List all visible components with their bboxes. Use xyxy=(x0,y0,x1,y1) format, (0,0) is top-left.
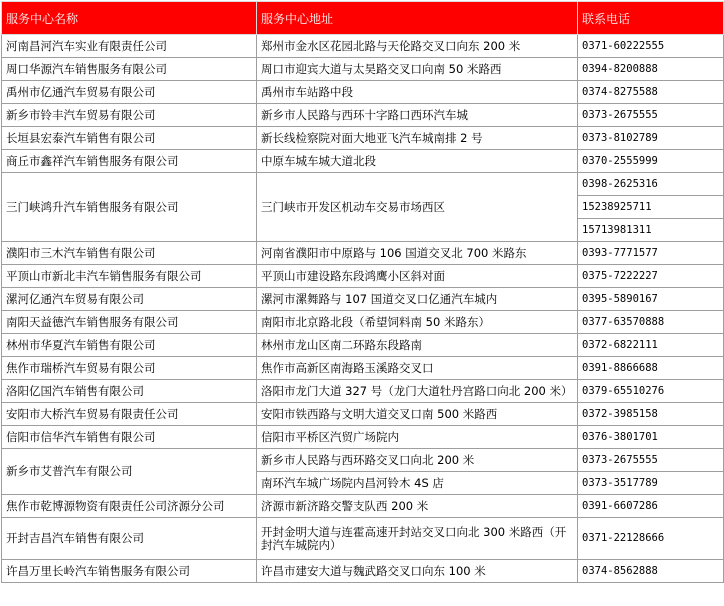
table-row xyxy=(2,495,724,518)
header-phone: 联系电话 xyxy=(578,2,724,35)
table-row xyxy=(2,150,724,173)
table-row xyxy=(2,518,724,560)
center-phone: 0393-7771577 xyxy=(578,242,724,265)
center-address: 焦作市高新区南海路玉溪路交叉口 xyxy=(257,357,578,380)
center-address: 新乡市人民路与西环十字路口西环汽车城 xyxy=(257,104,578,127)
center-address: 洛阳市龙门大道 327 号（龙门大道牡丹宫路口向北 200 米） xyxy=(257,380,578,403)
center-name: 濮阳市三木汽车销售有限公司 xyxy=(2,242,257,265)
table-row xyxy=(2,242,724,265)
table-row xyxy=(2,104,724,127)
center-phone: 15713981311 xyxy=(578,219,724,242)
center-address: 新乡市人民路与西环路交叉口向北 200 米 xyxy=(257,449,578,472)
table-row xyxy=(2,357,724,380)
center-name: 商丘市鑫祥汽车销售服务有限公司 xyxy=(2,150,257,173)
center-phone: 0394-8200888 xyxy=(578,58,724,81)
center-name: 许昌万里长岭汽车销售服务有限公司 xyxy=(2,560,257,583)
center-address: 禹州市车站路中段 xyxy=(257,81,578,104)
center-phone: 0376-3801701 xyxy=(578,426,724,449)
center-name: 焦作市瑞桥汽车贸易有限公司 xyxy=(2,357,257,380)
center-phone: 0375-7222227 xyxy=(578,265,724,288)
center-name: 焦作市乾博源物资有限责任公司济源分公司 xyxy=(2,495,257,518)
header-address: 服务中心地址 xyxy=(257,2,578,35)
center-phone: 0373-8102789 xyxy=(578,127,724,150)
center-name: 漯河亿通汽车贸易有限公司 xyxy=(2,288,257,311)
center-phone: 0398-2625316 xyxy=(578,173,724,196)
center-name: 安阳市大桥汽车贸易有限责任公司 xyxy=(2,403,257,426)
center-phone: 0371-22128666 xyxy=(578,518,724,560)
center-address: 林州市龙山区南二环路东段路南 xyxy=(257,334,578,357)
center-phone: 0372-3985158 xyxy=(578,403,724,426)
center-phone: 0370-2555999 xyxy=(578,150,724,173)
center-phone: 15238925711 xyxy=(578,196,724,219)
center-name: 开封吉昌汽车销售有限公司 xyxy=(2,518,257,560)
center-phone: 0374-8275588 xyxy=(578,81,724,104)
table-row xyxy=(2,288,724,311)
table-row xyxy=(2,380,724,403)
center-phone: 0374-8562888 xyxy=(578,560,724,583)
center-address: 河南省濮阳市中原路与 106 国道交叉北 700 米路东 xyxy=(257,242,578,265)
center-name: 信阳市信华汽车销售有限公司 xyxy=(2,426,257,449)
table-row xyxy=(2,127,724,150)
table-row xyxy=(2,403,724,426)
center-address: 中原车城车城大道北段 xyxy=(257,150,578,173)
table-row xyxy=(2,426,724,449)
center-address: 南环汽车城广场院内昌河铃木 4S 店 xyxy=(257,472,578,495)
center-address: 周口市迎宾大道与太昊路交叉口向南 50 米路西 xyxy=(257,58,578,81)
table-row xyxy=(2,560,724,583)
center-name: 禹州市亿通汽车贸易有限公司 xyxy=(2,81,257,104)
header-row xyxy=(2,2,724,35)
center-address: 许昌市建安大道与魏武路交叉口向东 100 米 xyxy=(257,560,578,583)
center-name: 洛阳亿国汽车销售有限公司 xyxy=(2,380,257,403)
center-name: 平顶山市新北丰汽车销售服务有限公司 xyxy=(2,265,257,288)
center-phone: 0372-6822111 xyxy=(578,334,724,357)
center-name: 新乡市铃丰汽车贸易有限公司 xyxy=(2,104,257,127)
center-phone: 0373-2675555 xyxy=(578,449,724,472)
center-name: 周口华源汽车销售服务有限公司 xyxy=(2,58,257,81)
service-center-table xyxy=(1,1,724,583)
center-phone: 0373-3517789 xyxy=(578,472,724,495)
table-row xyxy=(2,81,724,104)
center-phone: 0377-63570888 xyxy=(578,311,724,334)
center-name: 河南昌河汽车实业有限责任公司 xyxy=(2,35,257,58)
center-phone: 0373-2675555 xyxy=(578,104,724,127)
center-phone: 0379-65510276 xyxy=(578,380,724,403)
center-name: 林州市华夏汽车销售有限公司 xyxy=(2,334,257,357)
center-phone: 0371-60222555 xyxy=(578,35,724,58)
center-name: 长垣县宏泰汽车销售有限公司 xyxy=(2,127,257,150)
table-row xyxy=(2,449,724,472)
table-row xyxy=(2,265,724,288)
center-phone: 0395-5890167 xyxy=(578,288,724,311)
center-address: 南阳市北京路北段（希望饲料南 50 米路东） xyxy=(257,311,578,334)
center-phone: 0391-6607286 xyxy=(578,495,724,518)
center-address: 安阳市铁西路与文明大道交叉口南 500 米路西 xyxy=(257,403,578,426)
center-phone: 0391-8866688 xyxy=(578,357,724,380)
table-row xyxy=(2,334,724,357)
center-address: 郑州市金水区花园北路与天伦路交叉口向东 200 米 xyxy=(257,35,578,58)
table-row xyxy=(2,58,724,81)
center-address: 开封金明大道与连霍高速开封站交叉口向北 300 米路西（开封汽车城院内） xyxy=(257,518,578,560)
center-address: 新长线检察院对面大地亚飞汽车城南排 2 号 xyxy=(257,127,578,150)
table-row xyxy=(2,311,724,334)
header-name: 服务中心名称 xyxy=(2,2,257,35)
center-address: 三门峡市开发区机动车交易市场西区 xyxy=(257,173,578,242)
center-name: 三门峡鸿升汽车销售服务有限公司 xyxy=(2,173,257,242)
center-address: 信阳市平桥区汽贸广场院内 xyxy=(257,426,578,449)
table-row xyxy=(2,173,724,196)
table-row xyxy=(2,35,724,58)
center-name: 新乡市艾普汽车有限公司 xyxy=(2,449,257,495)
center-name: 南阳天益德汽车销售服务有限公司 xyxy=(2,311,257,334)
center-address: 济源市新济路交警支队西 200 米 xyxy=(257,495,578,518)
center-address: 漯河市漯舞路与 107 国道交叉口亿通汽车城内 xyxy=(257,288,578,311)
center-address: 平顶山市建设路东段鸿鹰小区斜对面 xyxy=(257,265,578,288)
